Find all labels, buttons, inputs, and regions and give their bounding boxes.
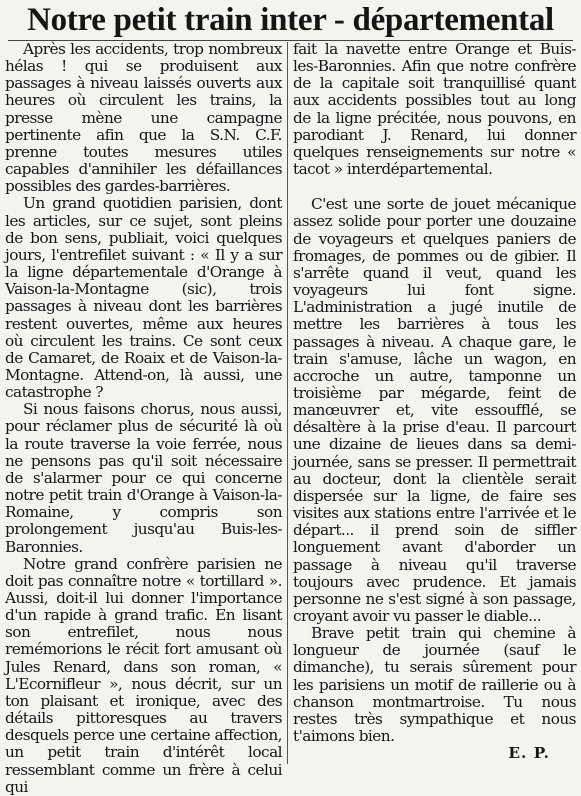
paragraph-quotidien: Un grand quotidien parisien, dont les articles, sur ce sujet, sont pleins de bon sens, publiait, voici quelques jours, l'entrefilet suivant : « Il y a sur la ligne départementale d'Orange à Vaison-la-Montagne (sic), trois passages à niveau dont les barrières restent ouvertes, même aux heures où circulent les trains. Ce sont ceux de Camaret, de Roaix et de Vaison-la-Montagne. Attend-on, là aussi, une catastrophe ? [5,194,282,402]
article-title: Notre petit train inter - départemental [27,2,554,38]
paragraph-jouet: C'est une sorte de jouet mécanique assez solide pour porter une douzaine de voyageurs et quelques paniers de fromages, de pommes ou de gibier. Il s'arrête quand il veut, quand les voyageurs lui font signe. L'administration a jugé inutile de mettre les barrières à tous les passages à niveau. A chaque gare, le train s'amuse, lâche un wagon, en accroche un autre, tamponne un troisième par mégarde, feint de manœuvrer et, vite essoufflé, se désaltère à la prise d'eau. Il parcourt une dizaine de lieues dans sa demi-journée, sans se presser. Il permettrait au docteur, dont la clientèle serait dispersée sur la ligne, de faire ses visites aux stations entre l'arrivée et le départ... il prend soin de siffler longuement avant d'aborder un passage à niveau qu'il traverse toujours avec prudence. Et jamais personne ne s'est signé à son passage, croyant avoir vu passer le diable... [293,195,576,625]
paragraph-navette: fait la navette entre Orange et Buis-les-Baronnies. Afin que notre confrère de la capitale soit tranquillisé quant aux accidents possibles tout au long de la ligne précitée, nous pouvons, en parodiant J. Renard, lui donner quelques renseignements sur notre « tacot » interdépartemental. [293,40,576,179]
paragraph-chorus: Si nous faisons chorus, nous aussi, pour réclamer plus de sécurité là où la route traverse la voie ferrée, nous ne pensons pas qu'il soit nécessaire de s'alarmer pour ce qui concerne notre petit train d'Orange à Vaison-la-Romaine, y compris son prolongement jusqu'au Buis-les-Baronnies. [5,400,282,556]
paragraph-confrere: Notre grand confrère parisien ne doit pas connaître notre « tortillard ». Aussi, doit-il lui donner l'importance d'un rapide à grand trafic. En lisant son entrefilet, nous nous remémorions le récit fort amusant où Jules Renard, dans son roman, « L'Ecornifleur », nous décrit, sur un ton plaisant et ironique, avec des détails pittoresques au travers desquels perce une certaine affection, un petit train d'intérêt local ressemblant comme un frère à celui qui [5,554,282,796]
left-column [5,41,282,796]
right-column [293,41,576,762]
author-signature: E. P. [508,744,550,763]
column-divider [287,42,288,764]
paragraph-brave-train: Brave petit train qui chemine à longueur de journée (sauf le dimanche), tu serais sûrement pour les parisiens un motif de raillerie ou à chanson montmartroise. Tu nous restes très sympathique et nous t'aimons bien. [293,624,576,746]
paragraph-accidents: Après les accidents, trop nombreux hélas ! qui se produisent aux passages à niveau laissés ouverts aux heures où circulent les trains, la presse mène une campagne pertinente afin que la S.N. C.F. prenne toutes mesures utiles capables d'annihiler les défaillances possibles des gardes-barrières. [5,40,282,196]
